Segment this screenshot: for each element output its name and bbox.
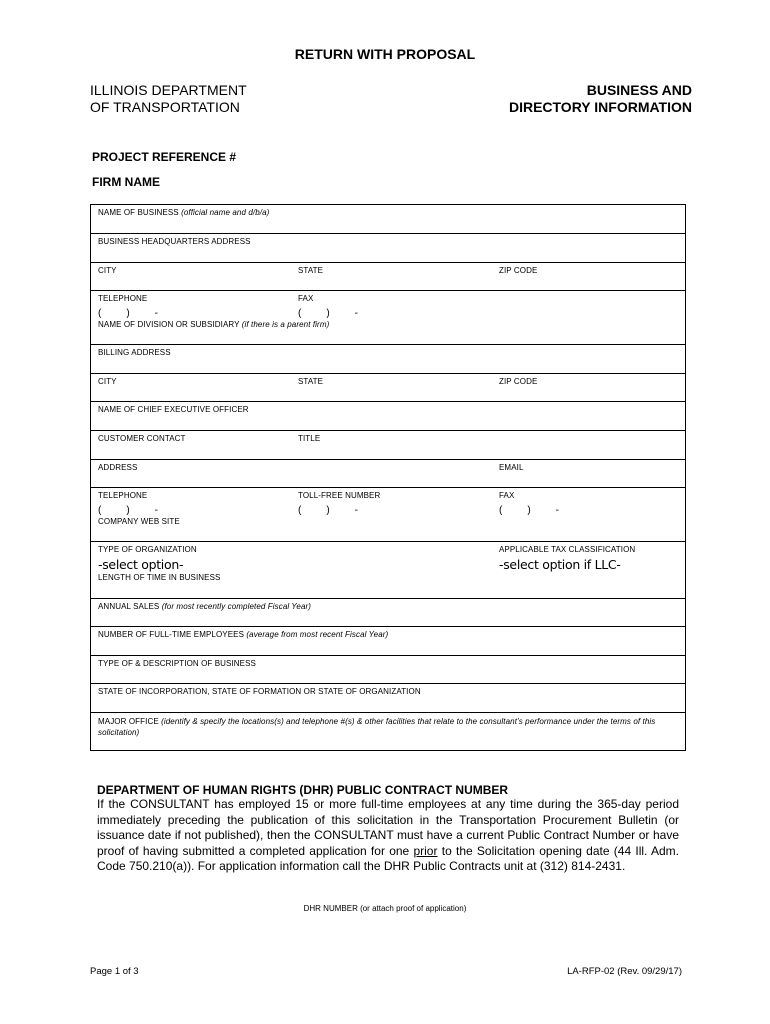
form-revision: LA-RFP-02 (Rev. 09/29/17) xyxy=(567,966,682,977)
contact-fax-input[interactable]: ( ) - xyxy=(499,505,559,516)
contact-title-row[interactable]: CUSTOMER CONTACT TITLE xyxy=(91,431,685,460)
length-in-business-field[interactable]: LENGTH OF TIME IN BUSINESS xyxy=(91,570,685,599)
employees-field[interactable]: NUMBER OF FULL-TIME EMPLOYEES (average from most recent Fiscal Year) xyxy=(91,627,685,656)
incorporation-field[interactable]: STATE OF INCORPORATION, STATE OF FORMATION OR STATE OF ORGANIZATION xyxy=(91,684,685,713)
organization-row: TYPE OF ORGANIZATION APPLICABLE TAX CLASSIFICATION -select option- -select option if LLC- xyxy=(98,545,636,572)
business-info-form xyxy=(90,204,686,751)
project-reference-label: PROJECT REFERENCE # xyxy=(92,150,237,164)
tax-classification-select[interactable]: -select option if LLC- xyxy=(499,557,621,572)
annual-sales-field[interactable]: ANNUAL SALES (for most recently completed Fiscal Year) xyxy=(91,599,685,627)
department-name: ILLINOIS DEPARTMENT OF TRANSPORTATION xyxy=(90,82,247,115)
address-email-row[interactable]: ADDRESS EMAIL xyxy=(91,460,685,488)
division-field[interactable]: NAME OF DIVISION OR SUBSIDIARY (if there is a parent firm) xyxy=(91,317,685,345)
dhr-number-label: DHR NUMBER (or attach proof of application) xyxy=(303,904,467,913)
hq-address-field[interactable]: BUSINESS HEADQUARTERS ADDRESS xyxy=(91,234,685,263)
billing-city-state-zip-row[interactable]: CITY STATE ZIP CODE xyxy=(91,374,685,402)
telephone-input[interactable]: ( ) - xyxy=(98,308,158,319)
phone-tollfree-fax-row[interactable]: TELEPHONE TOLL-FREE NUMBER FAX ( ) - ( ) - ( ) - xyxy=(98,491,559,516)
billing-address-field[interactable]: BILLING ADDRESS xyxy=(91,345,685,374)
web-site-field[interactable]: COMPANY WEB SITE xyxy=(91,514,685,542)
major-office-field[interactable]: MAJOR OFFICE (identify & specify the locations(s) and telephone #(s) & other facilities that relate to the consultant’s performance under the terms of this solicitation) xyxy=(98,717,656,737)
page-number: Page 1 of 3 xyxy=(90,966,139,977)
toll-free-input[interactable]: ( ) - xyxy=(298,505,358,516)
firm-name-label: FIRM NAME xyxy=(92,175,160,189)
name-of-business-field[interactable]: NAME OF BUSINESS (official name and d/b/a) xyxy=(91,205,685,234)
business-description-field[interactable]: TYPE OF & DESCRIPTION OF BUSINESS xyxy=(91,656,685,684)
document-title: BUSINESS AND DIRECTORY INFORMATION xyxy=(508,82,692,115)
fax-input[interactable]: ( ) - xyxy=(298,308,358,319)
telephone-fax-row[interactable]: TELEPHONE FAX ( ) - ( ) - xyxy=(98,294,358,319)
dhr-heading: DEPARTMENT OF HUMAN RIGHTS (DHR) PUBLIC CONTRACT NUMBER xyxy=(97,783,509,797)
organization-type-select[interactable]: -select option- xyxy=(98,557,184,572)
page-title: RETURN WITH PROPOSAL xyxy=(294,46,476,62)
ceo-field[interactable]: NAME OF CHIEF EXECUTIVE OFFICER xyxy=(91,402,685,431)
contact-telephone-input[interactable]: ( ) - xyxy=(98,505,158,516)
dhr-paragraph: If the CONSULTANT has employed 15 or more full-time employees at any time during the 365-day period immediately preceding the publication of this solicitation in the Transportation Procurement Bulletin (or issuance date if not published), then the CONSULTANT must have a current Public Contract Number or have proof of having submitted a completed application for one prior to the Solicitation opening date (44 Ill. Adm. Code 750.210(a)). For application information call the DHR Public Contracts unit at (312) 814-2431. xyxy=(97,797,679,873)
city-state-zip-row[interactable]: CITY STATE ZIP CODE xyxy=(91,263,685,291)
